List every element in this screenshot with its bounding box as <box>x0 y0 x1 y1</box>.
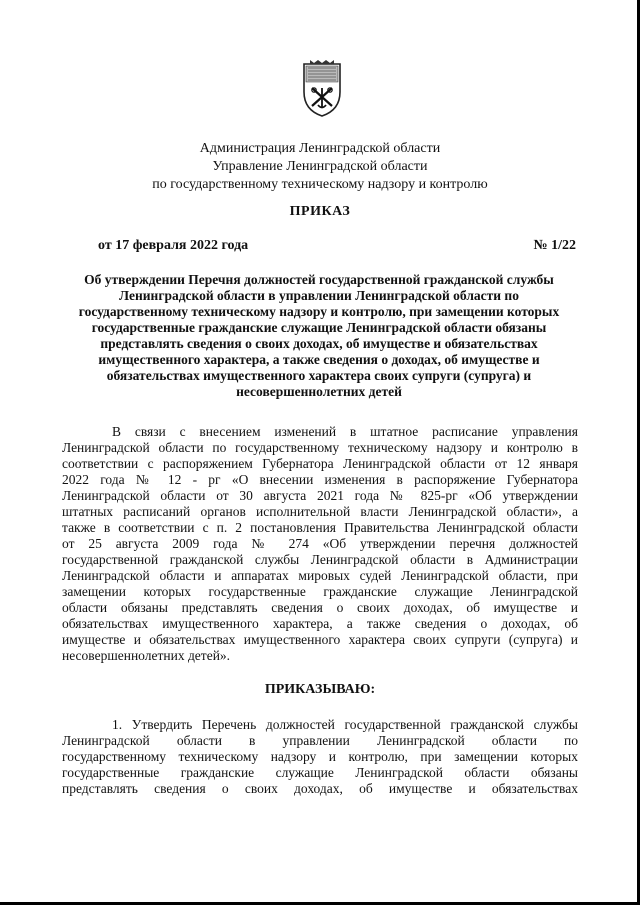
order-directive-heading: ПРИКАЗЫВАЮ: <box>264 682 376 697</box>
subject-line: представлять сведения о своих доходах, об имуществе и обязательствах <box>100 336 538 351</box>
subject-line: Об утверждении Перечня должностей государственной гражданской службы <box>84 272 554 287</box>
subject-line: государственные гражданские служащие Ленинградской области обязаны <box>91 320 547 335</box>
order-date: от 17 февраля 2022 года <box>98 238 249 253</box>
preamble-line: области обязаны представлять сведения о своих доходах, об имуществе и <box>62 600 578 615</box>
subject-line: имущественного характера, а также сведения о доходах, об имуществе и <box>98 352 540 367</box>
preamble-line: имуществе и обязательствах имущественного характера своих супруги (супруга) и <box>62 632 578 647</box>
preamble-line: В связи с внесением изменений в штатное расписание управления <box>112 424 578 439</box>
preamble-line: Ленинградской области и аппаратах мировых судей Ленинградской области, при <box>62 568 578 583</box>
subject-line: Ленинградской области в управлении Ленинградской области по <box>119 288 519 303</box>
preamble-line: соответствии с распоряжением Губернатора Ленинградской области от 12 января <box>62 456 578 471</box>
authority-line-1: Администрация Ленинградской области <box>199 141 441 156</box>
preamble-line: государственной гражданской службы Ленинградской области в Администрации <box>62 552 578 567</box>
preamble-line: Ленинградской области от 30 августа 2021 года № 825-рг «Об утверждении <box>62 488 578 503</box>
issuing-authority <box>60 140 580 194</box>
subject-line: несовершеннолетних детей <box>236 384 402 399</box>
order-number: № 1/22 <box>533 238 576 253</box>
item-line: Ленинградской области в управлении Ленинградской области по <box>62 733 578 748</box>
preamble-paragraph <box>62 424 578 664</box>
item-line: государственные гражданские служащие Ленинградской области обязаны <box>62 765 578 780</box>
authority-line-2: Управление Ленинградской области <box>212 159 428 174</box>
preamble-line: также в соответствии с п. 2 постановления Правительства Ленинградской области <box>62 520 578 535</box>
order-subject <box>60 272 578 400</box>
subject-line: обязательствах имущественного характера своих супруги (супруга) и <box>106 368 532 383</box>
preamble-line: 2022 года № 12 - рг «О внесении изменения в распоряжение Губернатора <box>62 472 578 487</box>
item-line: представлять сведения о своих доходах, об имуществе и обязательствах <box>62 781 578 796</box>
subject-line: государственному техническому надзору и контролю, при замещении которых <box>78 304 560 319</box>
item-line: 1. Утвердить Перечень должностей государственной гражданской службы <box>112 717 578 732</box>
preamble-line: штатных расписаний органов исполнительной власти Ленинградской области», а <box>62 504 578 519</box>
item-line: государственному техническому надзору и контролю, при замещении которых <box>62 749 578 764</box>
order-item-1 <box>62 717 578 797</box>
preamble-line: обязательствах имущественного характера, а также сведения о доходах, об <box>62 616 578 631</box>
preamble-line: замещении которых государственные гражданские служащие Ленинградской <box>62 584 578 599</box>
preamble-line: несовершеннолетних детей». <box>62 648 231 663</box>
preamble-line: Ленинградской области по государственному техническому надзору и контролю в <box>62 440 578 455</box>
authority-line-3: по государственному техническому надзору и контролю <box>152 177 488 192</box>
coat-of-arms-icon <box>300 58 344 118</box>
order-title: ПРИКАЗ <box>289 204 351 219</box>
preamble-line: от 25 августа 2009 года № 274 «Об утверждении перечня должностей <box>62 536 578 551</box>
